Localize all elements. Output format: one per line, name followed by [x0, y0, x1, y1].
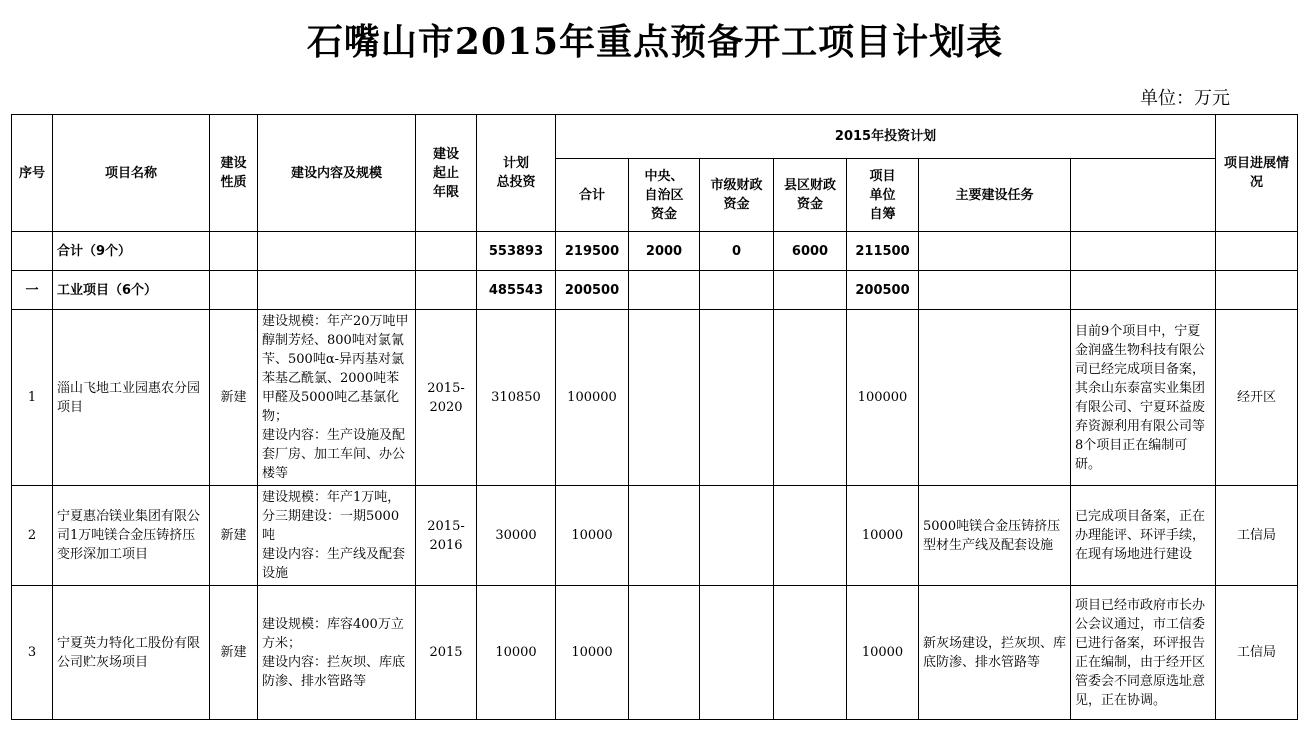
cell-progress — [1071, 232, 1216, 271]
cell-period: 2015 — [416, 586, 477, 720]
cell-sum: 10000 — [556, 486, 629, 586]
cell-name: 宁夏英力特化工股份有限公司贮灰场项目 — [53, 586, 210, 720]
cell-self: 10000 — [847, 486, 919, 586]
cell-task: 新灰场建设，拦灰坝、库底防渗、排水管路等 — [919, 586, 1071, 720]
cell-city: 0 — [700, 232, 774, 271]
cell-total: 30000 — [477, 486, 556, 586]
table-row — [12, 586, 1298, 720]
cell-resp — [1216, 271, 1298, 310]
header-total-invest: 计划 总投资 — [477, 115, 556, 232]
cell-period: 2015- 2020 — [416, 310, 477, 486]
cell-nature: 新建 — [210, 586, 258, 720]
summary-row-industrial — [12, 271, 1298, 310]
cell-no: 一 — [12, 271, 53, 310]
cell-city — [700, 586, 774, 720]
cell-content: 建设规模：年产20万吨甲醇制芳烃、800吨对氯氰苄、500吨α-异丙基对氯苯基乙酰氯、2000吨苯甲醛及5000吨乙基氯化物； 建设内容：生产设施及配套厂房、加工车间、办公楼等 — [258, 310, 416, 486]
cell-nature — [210, 232, 258, 271]
header-progress: 项目进展情况 — [1216, 115, 1298, 232]
header-name: 项目名称 — [53, 115, 210, 232]
cell-county — [774, 271, 847, 310]
cell-period — [416, 271, 477, 310]
cell-content: 建设规模：库容400万立方米； 建设内容：拦灰坝、库底防渗、排水管路等 — [258, 586, 416, 720]
cell-total: 553893 — [477, 232, 556, 271]
cell-sum: 10000 — [556, 586, 629, 720]
cell-city — [700, 310, 774, 486]
cell-city — [700, 486, 774, 586]
header-sub-city: 市级财政 资金 — [700, 159, 774, 232]
header-row-1 — [12, 115, 1298, 159]
cell-county — [774, 586, 847, 720]
cell-name: 宁夏惠冶镁业集团有限公司1万吨镁合金压铸挤压变形深加工项目 — [53, 486, 210, 586]
header-sub-self: 项目 单位 自筹 — [847, 159, 919, 232]
cell-resp — [1216, 232, 1298, 271]
header-sub-total: 合计 — [556, 159, 629, 232]
cell-no: 2 — [12, 486, 53, 586]
cell-self: 211500 — [847, 232, 919, 271]
header-plan-2015: 2015年投资计划 — [556, 115, 1216, 159]
cell-progress: 目前9个项目中，宁夏金润盛生物科技有限公司已经完成项目备案，其余山东泰富实业集团有限公司、宁夏环益废弃资源利用有限公司等8个项目正在编制可研。 — [1071, 310, 1216, 486]
cell-no: 3 — [12, 586, 53, 720]
cell-no: 1 — [12, 310, 53, 486]
cell-period — [416, 232, 477, 271]
header-main-task: 主要建设任务 — [919, 159, 1071, 232]
cell-task — [919, 232, 1071, 271]
cell-task — [919, 310, 1071, 486]
cell-name: 淄山飞地工业园惠农分园项目 — [53, 310, 210, 486]
cell-progress: 已完成项目备案，正在办理能评、环评手续，在现有场地进行建设 — [1071, 486, 1216, 586]
header-sub-central: 中央、 自治区 资金 — [629, 159, 700, 232]
header-no: 序号 — [12, 115, 53, 232]
cell-progress — [1071, 271, 1216, 310]
cell-period: 2015- 2016 — [416, 486, 477, 586]
cell-content — [258, 271, 416, 310]
cell-name: 合计（9个） — [53, 232, 210, 271]
cell-task: 5000吨镁合金压铸挤压型材生产线及配套设施 — [919, 486, 1071, 586]
cell-resp: 工信局 — [1216, 586, 1298, 720]
cell-sum: 200500 — [556, 271, 629, 310]
cell-central — [629, 271, 700, 310]
page-title: 石嘴山市2015年重点预备开工项目计划表 — [306, 21, 1004, 63]
cell-county: 6000 — [774, 232, 847, 271]
table-row — [12, 310, 1298, 486]
header-sub-county: 县区财政 资金 — [774, 159, 847, 232]
cell-self: 10000 — [847, 586, 919, 720]
cell-content — [258, 232, 416, 271]
cell-resp: 工信局 — [1216, 486, 1298, 586]
cell-self: 200500 — [847, 271, 919, 310]
cell-sum: 219500 — [556, 232, 629, 271]
cell-central — [629, 586, 700, 720]
cell-total: 485543 — [477, 271, 556, 310]
table-row — [12, 486, 1298, 586]
cell-nature: 新建 — [210, 310, 258, 486]
cell-total: 310850 — [477, 310, 556, 486]
cell-sum: 100000 — [556, 310, 629, 486]
cell-progress: 项目已经市政府市长办公会议通过，市工信委已进行备案，环评报告正在编制，由于经开区管委会不同意原选址意见，正在协调。 — [1071, 586, 1216, 720]
header-period: 建设 起止 年限 — [416, 115, 477, 232]
cell-central — [629, 310, 700, 486]
cell-nature — [210, 271, 258, 310]
summary-row-total — [12, 232, 1298, 271]
unit-label: 单位：万元 — [1140, 88, 1230, 109]
cell-county — [774, 310, 847, 486]
cell-resp: 经开区 — [1216, 310, 1298, 486]
cell-no — [12, 232, 53, 271]
cell-total: 10000 — [477, 586, 556, 720]
cell-nature: 新建 — [210, 486, 258, 586]
header-content: 建设内容及规模 — [258, 115, 416, 232]
project-table — [11, 114, 1298, 720]
cell-self: 100000 — [847, 310, 919, 486]
cell-central: 2000 — [629, 232, 700, 271]
cell-task — [919, 271, 1071, 310]
cell-county — [774, 486, 847, 586]
cell-content: 建设规模：年产1万吨，分三期建设：一期5000吨 建设内容：生产线及配套设施 — [258, 486, 416, 586]
header-nature: 建设 性质 — [210, 115, 258, 232]
cell-central — [629, 486, 700, 586]
cell-city — [700, 271, 774, 310]
cell-name: 工业项目（6个） — [53, 271, 210, 310]
